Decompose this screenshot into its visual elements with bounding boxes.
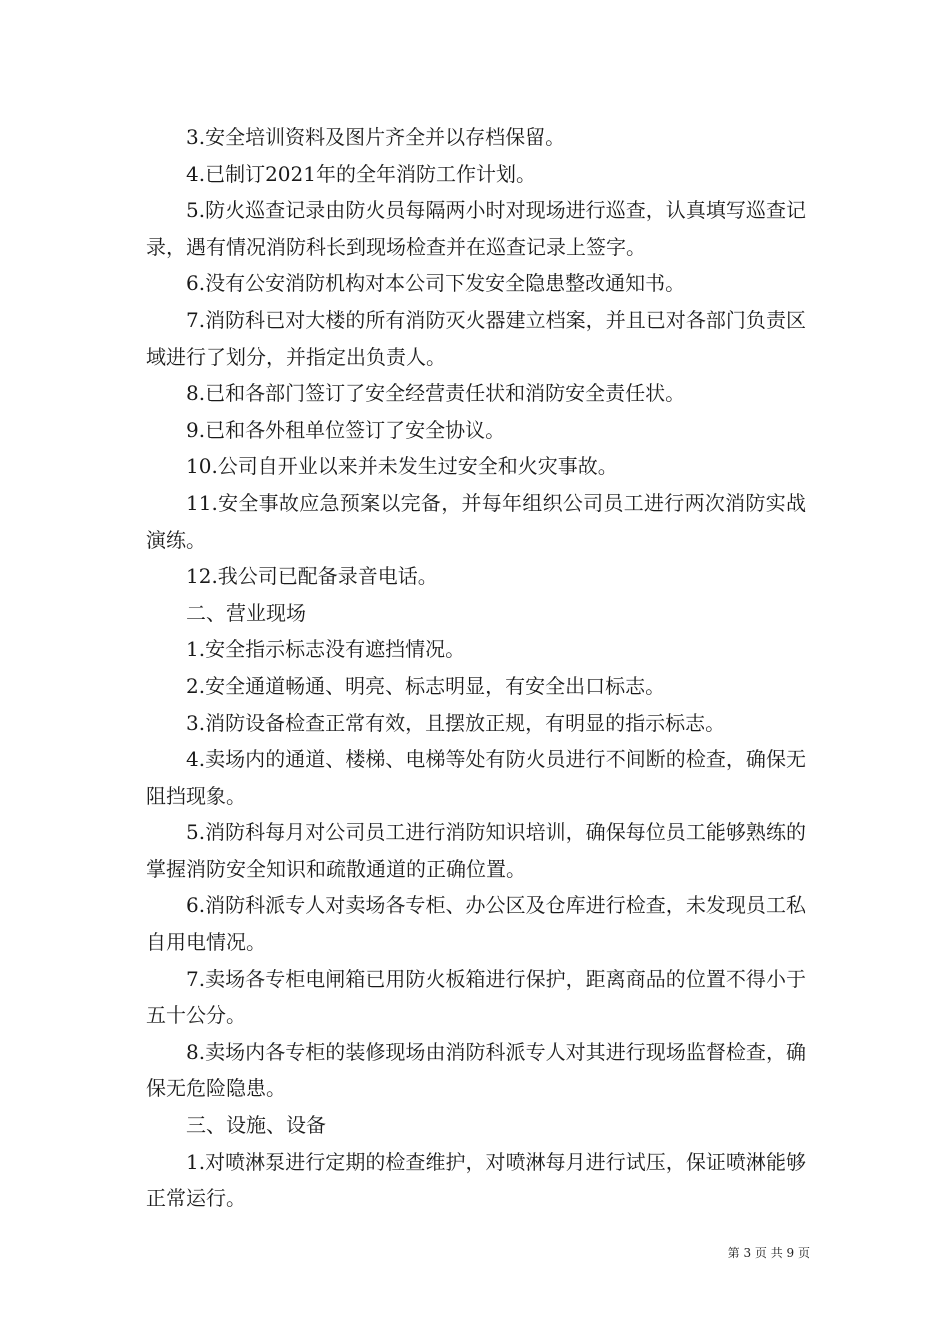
paragraph-9: 11.安全事故应急预案以完备，并每年组织公司员工进行两次消防实战演练。 bbox=[146, 490, 806, 552]
paragraph-6: 8.已和各部门签订了安全经营责任状和消防安全责任状。 bbox=[186, 381, 686, 406]
section-heading-2: 二、营业现场 bbox=[186, 600, 306, 625]
paragraph-10: 12.我公司已配备录音电话。 bbox=[186, 564, 438, 589]
paragraph-16: 6.消防科派专人对卖场各专柜、办公区及仓库进行检查，未发现员工私自用电情况。 bbox=[146, 893, 806, 955]
paragraph-13: 3.消防设备检查正常有效，且摆放正规，有明显的指示标志。 bbox=[186, 710, 726, 735]
paragraph-17: 7.卖场各专柜电闸箱已用防火板箱进行保护，距离商品的位置不得小于五十公分。 bbox=[146, 966, 806, 1028]
paragraph-12: 2.安全通道畅通、明亮、标志明显，有安全出口标志。 bbox=[186, 673, 666, 698]
paragraph-15: 5.消防科每月对公司员工进行消防知识培训，确保每位员工能够熟练的掌握消防安全知识和疏散通道的正确位置。 bbox=[146, 820, 806, 881]
paragraph-19: 1.对喷淋泵进行定期的检查维护，对喷淋每月进行试压，保证喷淋能够正常运行。 bbox=[146, 1149, 806, 1211]
paragraph-7: 9.已和各外租单位签订了安全协议。 bbox=[186, 417, 506, 442]
paragraph-14: 4.卖场内的通道、楼梯、电梯等处有防火员进行不间断的检查，确保无阻挡现象。 bbox=[146, 747, 806, 808]
paragraph-2: 4.已制订2021年的全年消防工作计划。 bbox=[186, 161, 536, 186]
page-number-footer: 第 3 页 共 9 页 bbox=[727, 1246, 810, 1260]
section-heading-3: 三、设施、设备 bbox=[186, 1113, 326, 1138]
paragraph-8: 10.公司自开业以来并未发生过安全和火灾事故。 bbox=[186, 454, 618, 479]
paragraph-5: 7.消防科已对大楼的所有消防灭火器建立档案，并且已对各部门负责区域进行了划分，并指定出负责人。 bbox=[146, 307, 806, 369]
document-body bbox=[146, 119, 806, 1217]
paragraph-1: 3.安全培训资料及图片齐全并以存档保留。 bbox=[186, 125, 566, 149]
paragraph-18: 8.卖场内各专柜的装修现场由消防科派专人对其进行现场监督检查，确保无危险隐患。 bbox=[146, 1039, 806, 1101]
paragraph-11: 1.安全指示标志没有遮挡情况。 bbox=[186, 637, 466, 662]
paragraph-3: 5.防火巡查记录由防火员每隔两小时对现场进行巡查，认真填写巡查记录，遇有情况消防科长到现场检查并在巡查记录上签字。 bbox=[146, 198, 806, 259]
paragraph-4: 6.没有公安消防机构对本公司下发安全隐患整改通知书。 bbox=[186, 271, 686, 296]
